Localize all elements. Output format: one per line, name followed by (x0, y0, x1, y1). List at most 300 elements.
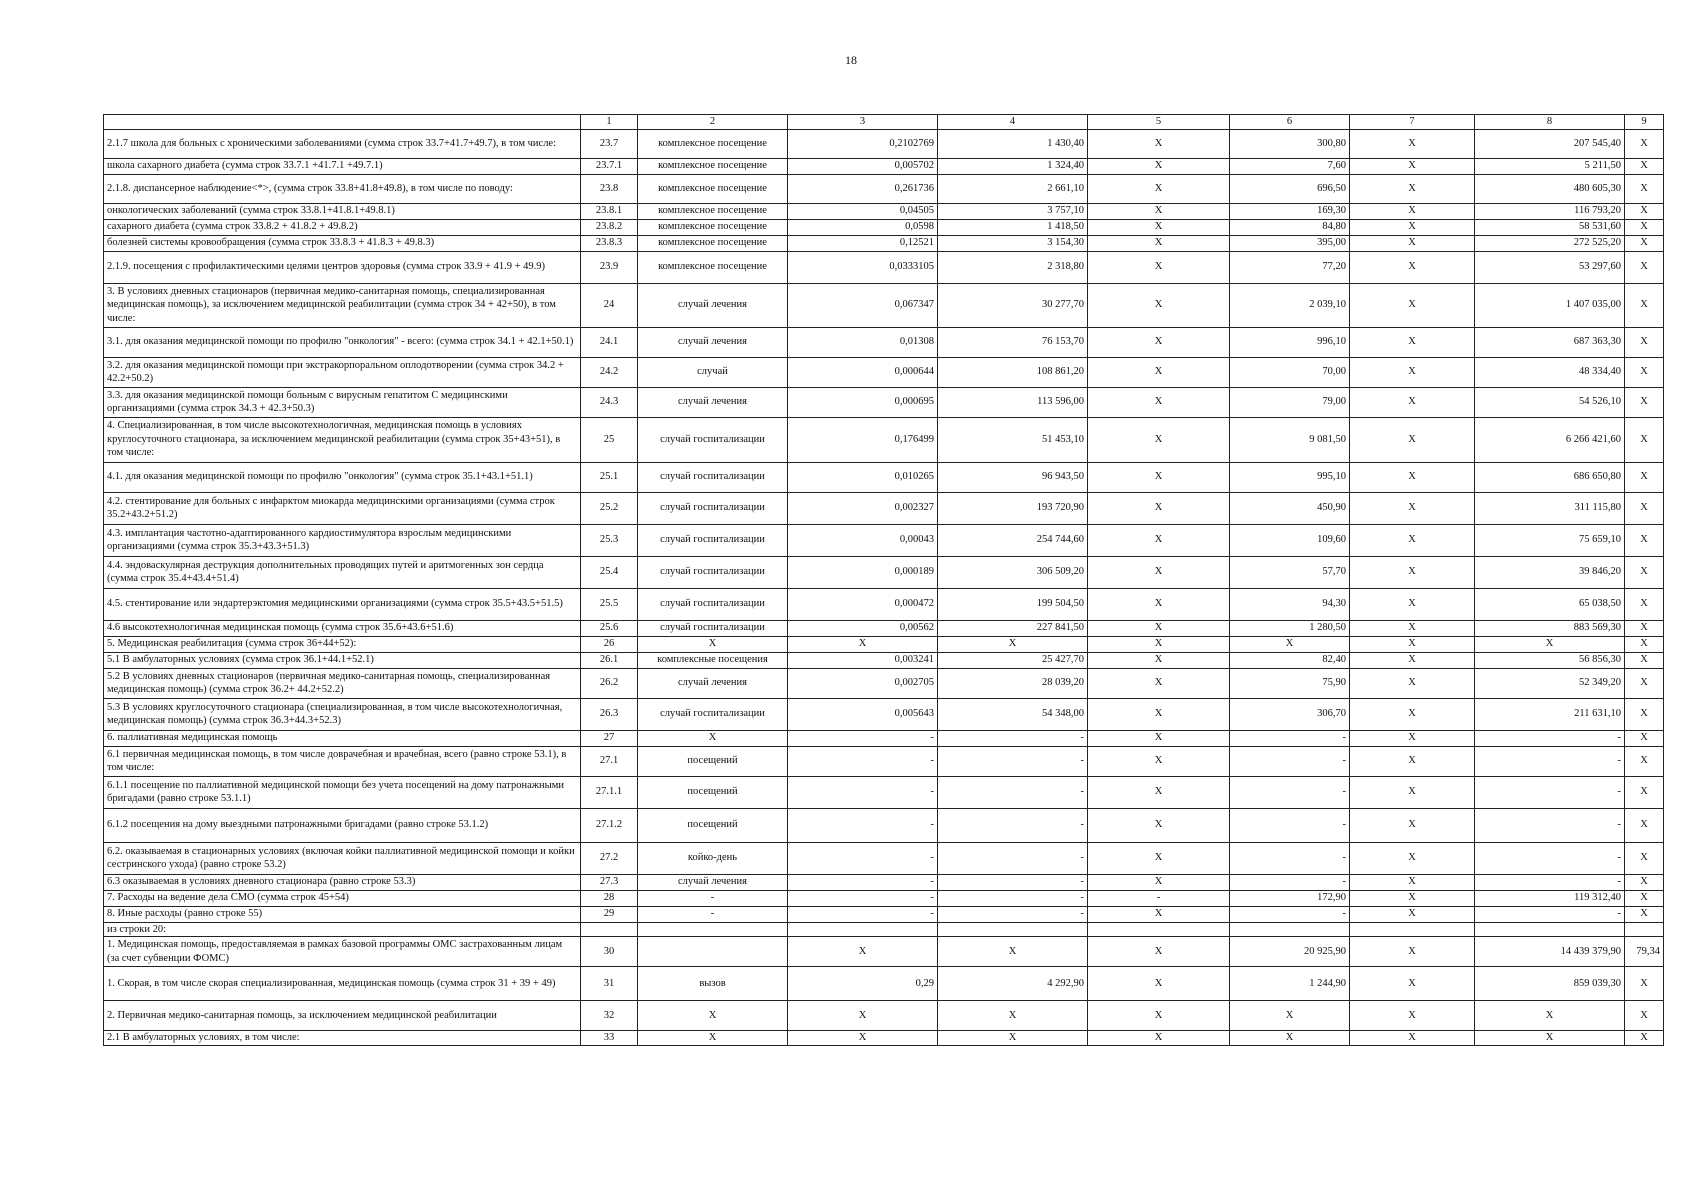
table-cell (1625, 922, 1664, 937)
table-cell: - (1230, 842, 1350, 874)
table-cell: случай госпитализации (638, 524, 788, 556)
table-cell: X (1625, 808, 1664, 842)
table-cell: X (1350, 556, 1475, 588)
table-row (104, 890, 1664, 906)
table-cell: 480 605,30 (1475, 174, 1625, 203)
table-cell: X (1350, 387, 1475, 417)
table-cell: 0,0598 (788, 219, 938, 235)
table-cell: 1 430,40 (938, 129, 1088, 158)
row-number: 24.3 (581, 387, 638, 417)
table-cell: 6 266 421,60 (1475, 417, 1625, 462)
row-number: 26.2 (581, 668, 638, 698)
table-cell: - (1230, 746, 1350, 776)
table-cell: - (938, 746, 1088, 776)
table-cell: X (1230, 1031, 1350, 1046)
row-label: 6.3 оказываемая в условиях дневного стационара (равно строке 53.3) (104, 874, 581, 890)
table-cell: X (1350, 203, 1475, 219)
table-cell: X (1350, 730, 1475, 746)
table-cell: - (788, 890, 938, 906)
table-cell: - (938, 842, 1088, 874)
table-cell: X (1350, 776, 1475, 808)
table-cell: X (1625, 283, 1664, 327)
data-table (103, 114, 1664, 1046)
table-cell: случай госпитализации (638, 588, 788, 620)
table-cell: - (938, 776, 1088, 808)
table-row (104, 357, 1664, 387)
table-row (104, 235, 1664, 251)
table-cell: 51 453,10 (938, 417, 1088, 462)
table-cell: 199 504,50 (938, 588, 1088, 620)
table-cell (638, 922, 788, 937)
table-cell: комплексное посещение (638, 219, 788, 235)
column-header: 8 (1475, 115, 1625, 130)
row-number (581, 922, 638, 937)
table-cell: 1 244,90 (1230, 967, 1350, 1001)
row-label: 3.1. для оказания медицинской помощи по профилю "онкология" - всего: (сумма строк 34.1 + 42.1+50.1) (104, 327, 581, 357)
table-cell: X (1088, 158, 1230, 174)
row-label: 2.1.8. диспансерное наблюдение<*>, (сумма строк 33.8+41.8+49.8), в том числе по поводу: (104, 174, 581, 203)
table-cell: X (788, 1001, 938, 1031)
table-cell: X (1350, 492, 1475, 524)
table-cell (788, 922, 938, 937)
table-cell: 108 861,20 (938, 357, 1088, 387)
table-cell: X (1625, 524, 1664, 556)
table-cell: - (938, 906, 1088, 922)
table-cell: X (1625, 1001, 1664, 1031)
row-label: 4.3. имплантация частотно-адаптированного кардиостимулятора взрослым медицинскими организациями (сумма строк 35.3+43.3+51.3) (104, 524, 581, 556)
table-cell: 0,000644 (788, 357, 938, 387)
table-cell: X (1088, 251, 1230, 283)
column-header (104, 115, 581, 130)
column-header: 5 (1088, 115, 1230, 130)
table-cell: X (1475, 1031, 1625, 1046)
table-cell: 0,04505 (788, 203, 938, 219)
table-cell (1230, 922, 1350, 937)
table-cell: - (788, 730, 938, 746)
row-label: 6.2. оказываемая в стационарных условиях (включая койки паллиативной медицинской помощи и койки сестринского ухода) (равно строке 53.2) (104, 842, 581, 874)
row-number: 25.6 (581, 620, 638, 636)
table-cell: посещений (638, 746, 788, 776)
table-cell: X (1475, 1001, 1625, 1031)
table-cell: - (788, 874, 938, 890)
row-label: 4.6 высокотехнологичная медицинская помощь (сумма строк 35.6+43.6+51.6) (104, 620, 581, 636)
table-cell: - (1475, 730, 1625, 746)
row-label: 7. Расходы на ведение дела СМО (сумма строк 45+54) (104, 890, 581, 906)
table-cell: 116 793,20 (1475, 203, 1625, 219)
row-label: 3. В условиях дневных стационаров (первичная медико-санитарная помощь, специализированная медицинская помощь), за исключением медицинской реабилитации (сумма строк 34 + 42+50), в том числе: (104, 283, 581, 327)
row-label: 5.2 В условиях дневных стационаров (первичная медико-санитарная помощь, специализированная медицинская помощь) (сумма строк 36.2+ 44.2+52.2) (104, 668, 581, 698)
table-cell (938, 922, 1088, 937)
row-number: 24.1 (581, 327, 638, 357)
table-cell: комплексное посещение (638, 174, 788, 203)
table-cell: 52 349,20 (1475, 668, 1625, 698)
table-cell: комплексное посещение (638, 158, 788, 174)
table-cell: X (1350, 588, 1475, 620)
table-cell: 54 526,10 (1475, 387, 1625, 417)
table-cell: X (1350, 251, 1475, 283)
table-cell: X (1088, 357, 1230, 387)
table-cell (1088, 922, 1230, 937)
table-cell: - (1230, 776, 1350, 808)
table-cell: X (1088, 906, 1230, 922)
table-cell: X (1088, 1031, 1230, 1046)
column-header: 1 (581, 115, 638, 130)
table-cell: 0,002327 (788, 492, 938, 524)
row-number: 27.1.1 (581, 776, 638, 808)
table-cell: X (1625, 1031, 1664, 1046)
row-label: 1. Медицинская помощь, предоставляемая в рамках базовой программы ОМС застрахованным лицам (за счет субвенции ФОМС) (104, 937, 581, 967)
row-number: 23.8 (581, 174, 638, 203)
table-cell: X (1350, 174, 1475, 203)
row-label: 3.3. для оказания медицинской помощи больным с вирусным гепатитом С медицинскими организациями (сумма строк 34.3 + 42.3+50.3) (104, 387, 581, 417)
column-header: 3 (788, 115, 938, 130)
row-label: 2.1 В амбулаторных условиях, в том числе: (104, 1031, 581, 1046)
table-cell: X (1350, 158, 1475, 174)
table-cell: 0,010265 (788, 462, 938, 492)
table-cell: посещений (638, 776, 788, 808)
table-row (104, 588, 1664, 620)
table-cell: 254 744,60 (938, 524, 1088, 556)
table-row (104, 698, 1664, 730)
row-number: 25.4 (581, 556, 638, 588)
table-cell (1475, 922, 1625, 937)
row-label: 4.1. для оказания медицинской помощи по профилю "онкология" (сумма строк 35.1+43.1+51.1) (104, 462, 581, 492)
table-cell: 211 631,10 (1475, 698, 1625, 730)
table-cell: - (638, 906, 788, 922)
table-row (104, 620, 1664, 636)
table-cell: X (1625, 219, 1664, 235)
header-row (104, 115, 1664, 130)
table-row (104, 636, 1664, 652)
table-row (104, 808, 1664, 842)
table-cell: X (1625, 417, 1664, 462)
row-number: 27 (581, 730, 638, 746)
table-row (104, 327, 1664, 357)
table-cell: X (1350, 874, 1475, 890)
table-cell: X (1350, 219, 1475, 235)
table-cell: 450,90 (1230, 492, 1350, 524)
row-label: 6. паллиативная медицинская помощь (104, 730, 581, 746)
table-cell: 306,70 (1230, 698, 1350, 730)
table-cell: X (1625, 620, 1664, 636)
table-cell: X (788, 937, 938, 967)
table-row (104, 462, 1664, 492)
table-cell: 0,067347 (788, 283, 938, 327)
table-cell: X (1350, 620, 1475, 636)
table-cell: X (1625, 842, 1664, 874)
row-label: 3.2. для оказания медицинской помощи при экстракорпоральном оплодотворении (сумма строк 34.2 + 42.2+50.2) (104, 357, 581, 387)
table-cell: 79,34 (1625, 937, 1664, 967)
table-cell: X (1088, 417, 1230, 462)
row-label: онкологических заболеваний (сумма строк 33.8.1+41.8.1+49.8.1) (104, 203, 581, 219)
table-cell: случай госпитализации (638, 462, 788, 492)
table-cell: X (1350, 652, 1475, 668)
table-cell: - (788, 906, 938, 922)
table-cell: 94,30 (1230, 588, 1350, 620)
table-cell: 995,10 (1230, 462, 1350, 492)
table-row (104, 730, 1664, 746)
table-cell: X (1350, 327, 1475, 357)
table-cell: X (1625, 492, 1664, 524)
row-number: 29 (581, 906, 638, 922)
table-cell: X (1088, 235, 1230, 251)
table-cell: 311 115,80 (1475, 492, 1625, 524)
table-cell: X (1350, 283, 1475, 327)
table-row (104, 219, 1664, 235)
row-label: 4. Специализированная, в том числе высокотехнологичная, медицинская помощь в условиях круглосуточного стационара, за исключением медицинской реабилитации (сумма строк 35+43+51), в том числе: (104, 417, 581, 462)
table-cell: - (938, 808, 1088, 842)
table-row (104, 776, 1664, 808)
row-number: 27.1 (581, 746, 638, 776)
table-row (104, 1001, 1664, 1031)
table-cell: X (1475, 636, 1625, 652)
table-row (104, 203, 1664, 219)
table-row (104, 158, 1664, 174)
table-cell: X (638, 1001, 788, 1031)
table-cell: X (1230, 636, 1350, 652)
row-number: 25 (581, 417, 638, 462)
table-cell: - (1475, 874, 1625, 890)
table-cell: X (1625, 327, 1664, 357)
row-label: болезней системы кровообращения (сумма строк 33.8.3 + 41.8.3 + 49.8.3) (104, 235, 581, 251)
table-cell: 996,10 (1230, 327, 1350, 357)
table-cell: 193 720,90 (938, 492, 1088, 524)
table-cell: 2 661,10 (938, 174, 1088, 203)
table-cell: 207 545,40 (1475, 129, 1625, 158)
table-cell: случай лечения (638, 668, 788, 698)
table-cell: койко-день (638, 842, 788, 874)
table-cell: случай лечения (638, 327, 788, 357)
table-cell (1350, 922, 1475, 937)
table-cell: X (1350, 890, 1475, 906)
table-cell: X (1088, 874, 1230, 890)
row-label: 5.3 В условиях круглосуточного стационара (специализированная, в том числе высокотехнологичная, медицинская помощь) (сумма строк 36.3+44.3+52.3) (104, 698, 581, 730)
row-number: 23.8.2 (581, 219, 638, 235)
table-cell: X (788, 1031, 938, 1046)
table-cell: X (788, 636, 938, 652)
table-cell: X (1088, 1001, 1230, 1031)
row-number: 23.8.3 (581, 235, 638, 251)
table-cell: 57,70 (1230, 556, 1350, 588)
table-cell: 0,2102769 (788, 129, 938, 158)
row-label: 2.1.7 школа для больных с хроническими заболеваниями (сумма строк 33.7+41.7+49.7), в том числе: (104, 129, 581, 158)
table-cell: 0,00562 (788, 620, 938, 636)
table-cell: - (638, 890, 788, 906)
row-number: 25.5 (581, 588, 638, 620)
column-header: 9 (1625, 115, 1664, 130)
table-cell: - (1230, 730, 1350, 746)
table-cell: 119 312,40 (1475, 890, 1625, 906)
row-number: 24.2 (581, 357, 638, 387)
table-cell: X (638, 730, 788, 746)
table-cell: X (1088, 746, 1230, 776)
table-cell: - (788, 746, 938, 776)
table-cell: 0,261736 (788, 174, 938, 203)
row-label: сахарного диабета (сумма строк 33.8.2 + 41.8.2 + 49.8.2) (104, 219, 581, 235)
table-cell: - (1475, 808, 1625, 842)
table-cell: случай лечения (638, 874, 788, 890)
row-label: 4.2. стентирование для больных с инфарктом миокарда медицинскими организациями (сумма строк 35.2+43.2+51.2) (104, 492, 581, 524)
table-cell: 883 569,30 (1475, 620, 1625, 636)
table-cell: 48 334,40 (1475, 357, 1625, 387)
table-cell: X (1088, 462, 1230, 492)
table-cell: X (1088, 174, 1230, 203)
table-cell: 687 363,30 (1475, 327, 1625, 357)
row-number: 27.3 (581, 874, 638, 890)
table-cell: - (1230, 808, 1350, 842)
table-cell: X (1088, 808, 1230, 842)
table-cell: X (1625, 129, 1664, 158)
table-cell: X (1625, 462, 1664, 492)
table-cell: комплексное посещение (638, 129, 788, 158)
table-cell: вызов (638, 967, 788, 1001)
table-cell: X (1625, 776, 1664, 808)
table-cell: комплексное посещение (638, 251, 788, 283)
table-cell: X (1088, 842, 1230, 874)
table-cell: X (1625, 174, 1664, 203)
table-cell: 859 039,30 (1475, 967, 1625, 1001)
table-cell: 30 277,70 (938, 283, 1088, 327)
row-label: 8. Иные расходы (равно строке 55) (104, 906, 581, 922)
table-cell: X (1088, 492, 1230, 524)
table-row (104, 842, 1664, 874)
table-cell: X (1088, 588, 1230, 620)
column-header: 7 (1350, 115, 1475, 130)
table-cell: X (1088, 129, 1230, 158)
row-number: 27.1.2 (581, 808, 638, 842)
table-cell: - (1475, 746, 1625, 776)
table-cell: X (1350, 636, 1475, 652)
table-cell: 58 531,60 (1475, 219, 1625, 235)
row-number: 27.2 (581, 842, 638, 874)
table-cell: 0,003241 (788, 652, 938, 668)
table-row (104, 967, 1664, 1001)
table-cell: 79,00 (1230, 387, 1350, 417)
table-cell: X (1625, 235, 1664, 251)
row-number: 25.3 (581, 524, 638, 556)
table-cell: - (788, 776, 938, 808)
table-cell: - (938, 874, 1088, 890)
table-cell: X (1350, 668, 1475, 698)
table-cell: 2 318,80 (938, 251, 1088, 283)
row-label: 5.1 В амбулаторных условиях (сумма строк 36.1+44.1+52.1) (104, 652, 581, 668)
table-cell: X (1088, 967, 1230, 1001)
table-cell: X (638, 1031, 788, 1046)
table-cell: 0,002705 (788, 668, 938, 698)
table-cell (638, 937, 788, 967)
table-row (104, 492, 1664, 524)
table-cell: X (1350, 357, 1475, 387)
table-cell: 0,005643 (788, 698, 938, 730)
table-row (104, 937, 1664, 967)
column-header: 2 (638, 115, 788, 130)
table-cell: X (1350, 698, 1475, 730)
row-label: 2.1.9. посещения с профилактическими целями центров здоровья (сумма строк 33.9 + 41.9 + 49.9) (104, 251, 581, 283)
table-cell: 54 348,00 (938, 698, 1088, 730)
table-row (104, 668, 1664, 698)
table-cell: X (1625, 387, 1664, 417)
table-cell: 0,000695 (788, 387, 938, 417)
table-cell: X (1350, 1001, 1475, 1031)
table-cell: 227 841,50 (938, 620, 1088, 636)
row-label: 2. Первичная медико-санитарная помощь, за исключением медицинской реабилитации (104, 1001, 581, 1031)
table-cell: 96 943,50 (938, 462, 1088, 492)
row-label: 4.5. стентирование или эндартерэктомия медицинскими организациями (сумма строк 35.5+43.5+51.5) (104, 588, 581, 620)
row-label: 6.1.2 посещения на дому выездными патронажными бригадами (равно строке 53.1.2) (104, 808, 581, 842)
table-cell: 300,80 (1230, 129, 1350, 158)
table-cell: 1 407 035,00 (1475, 283, 1625, 327)
table-cell: 0,000189 (788, 556, 938, 588)
table-cell: 306 509,20 (938, 556, 1088, 588)
table-cell: X (1088, 327, 1230, 357)
table-cell: X (938, 1001, 1088, 1031)
table-cell: X (1625, 357, 1664, 387)
row-number: 23.7 (581, 129, 638, 158)
table-cell: X (1088, 776, 1230, 808)
table-cell: 77,20 (1230, 251, 1350, 283)
table-cell: X (1625, 556, 1664, 588)
table-cell: X (1088, 387, 1230, 417)
table-cell: X (1350, 1031, 1475, 1046)
table-cell: - (1475, 776, 1625, 808)
table-cell: 5 211,50 (1475, 158, 1625, 174)
page-number: 18 (845, 53, 857, 67)
table-cell: X (938, 636, 1088, 652)
table-cell: 0,005702 (788, 158, 938, 174)
row-number: 33 (581, 1031, 638, 1046)
table-cell: 28 039,20 (938, 668, 1088, 698)
table-cell: 0,29 (788, 967, 938, 1001)
table-cell: X (1625, 203, 1664, 219)
table-cell: X (1350, 808, 1475, 842)
row-number: 30 (581, 937, 638, 967)
table-row (104, 906, 1664, 922)
table-cell: 169,30 (1230, 203, 1350, 219)
table-cell: случай (638, 357, 788, 387)
table-cell: 75,90 (1230, 668, 1350, 698)
row-number: 31 (581, 967, 638, 1001)
table-row (104, 417, 1664, 462)
table-cell: - (1475, 842, 1625, 874)
table-cell: 20 925,90 (1230, 937, 1350, 967)
table-cell: комплексное посещение (638, 203, 788, 219)
table-row (104, 652, 1664, 668)
row-number: 26.1 (581, 652, 638, 668)
table-cell: X (1088, 556, 1230, 588)
table-cell: 75 659,10 (1475, 524, 1625, 556)
table-cell: - (788, 842, 938, 874)
table-cell: посещений (638, 808, 788, 842)
table-row (104, 251, 1664, 283)
table-cell: X (1625, 746, 1664, 776)
table-cell: 0,0333105 (788, 251, 938, 283)
table-cell: X (1088, 524, 1230, 556)
table-cell: случай госпитализации (638, 698, 788, 730)
table-cell: 272 525,20 (1475, 235, 1625, 251)
table-cell: X (1350, 235, 1475, 251)
table-cell: случай госпитализации (638, 417, 788, 462)
table-cell: X (1350, 417, 1475, 462)
table-cell: X (1088, 283, 1230, 327)
table-row (104, 129, 1664, 158)
table-cell: X (1088, 219, 1230, 235)
table-cell: X (1625, 158, 1664, 174)
table-row (104, 387, 1664, 417)
table-cell: случай лечения (638, 387, 788, 417)
table-cell: X (938, 1031, 1088, 1046)
table-cell: 4 292,90 (938, 967, 1088, 1001)
table-cell: X (1625, 906, 1664, 922)
